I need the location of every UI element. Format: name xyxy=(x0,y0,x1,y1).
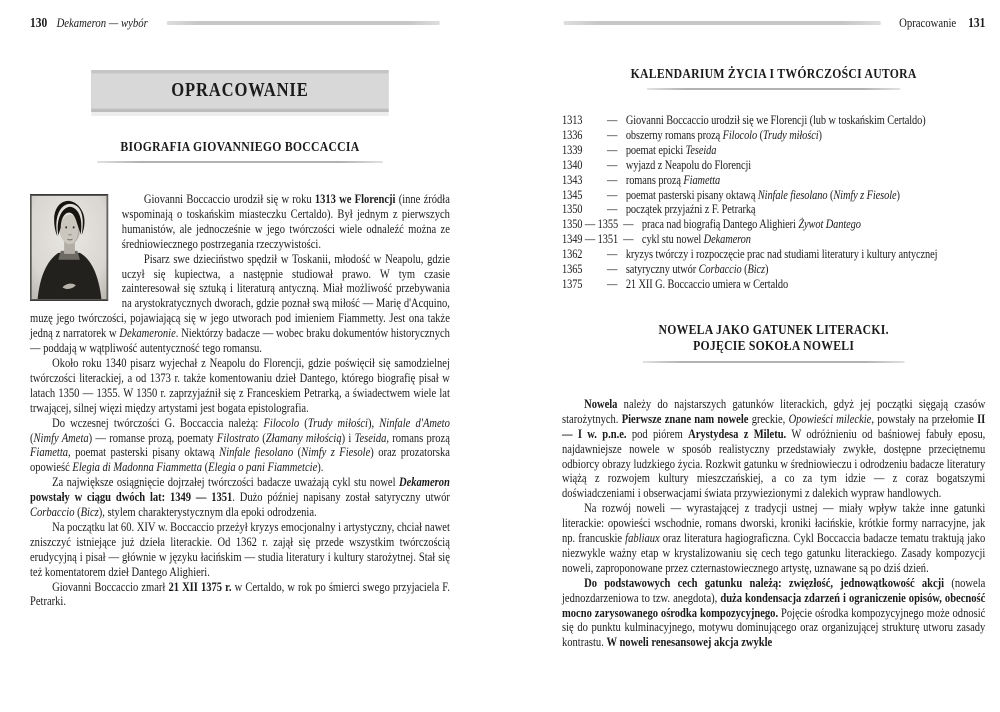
page-left-content xyxy=(30,14,450,609)
header-rule-right xyxy=(564,21,881,25)
timeline-year: 1350 xyxy=(562,202,583,217)
timeline-dash: — xyxy=(607,113,618,127)
timeline-dash: — xyxy=(607,142,618,157)
kalendarium-heading-rule xyxy=(647,88,901,90)
timeline-text: początek przyjaźni z F. Petrarką xyxy=(625,202,756,217)
timeline-entry-1340 xyxy=(562,158,985,173)
timeline-text: poemat pasterski pisany oktawą Ninfale fiesolano (Nimfy z Fiesole) xyxy=(625,187,900,202)
boccaccio-portrait xyxy=(30,194,108,301)
nowela-text xyxy=(562,397,985,650)
nowela-paragraph-3: Do podstawowych cech gatunku należą: zwięzłość, jednowątkowość akcji (nowela jednozdarzeniowa to tzw. anegdota), duża kondensacja zdarzeń i ograniczenie opisów, obecność mocno zarysowanego ośrodka kompozycyjnego. Pojęcie ośrodka kompozycyjnego może odnosić się do punktu kulminacyjnego, motywu dominującego oraz organizującej strukturę utworu zasady kontrastu. W noweli renesansowej akcja zwykle xyxy=(562,575,986,650)
nowela-paragraph-2: Na rozwój noweli — wyrastającej z tradycji ustnej — miały wpływ także inne gatunki literackie: opowieści wschodnie, romans dworski, kroniki łacińskie, krótkie formy narracyjne, jak np. francuskie fabliaux oraz literatura hagiograficzna. Cykl Boccaccia badacze tematu traktują jako niezwykle ważny etap w krystalizowaniu się cech tego gatunku literackiego. Zasady kompozycji noweli, zaproponowane przez czternastowiecznego artystę, uznawane są po dziś dzień. xyxy=(562,501,986,575)
page-number-right: 131 xyxy=(968,15,986,30)
portrait-engraving xyxy=(31,195,108,300)
biography-text xyxy=(30,192,450,609)
timeline-dash: — xyxy=(607,187,618,202)
timeline-dash: — xyxy=(623,232,634,247)
biography-paragraph-5: Za największe osiągnięcie dojrzałej twórczości badacze uważają cykl stu nowel Dekameron powstały w ciągu dwóch lat: 1349 — 1351. Dużo później napisany został satyryczny utwór Corbaccio (Bicz), stylem charakterystycznym dla epoki odrodzenia. xyxy=(30,475,450,520)
opracowanie-banner xyxy=(91,70,389,112)
kalendarium-heading: KALENDARIUM ŻYCIA I TWÓRCZOŚCI AUTORA xyxy=(630,66,917,81)
timeline-year: 1343 xyxy=(562,172,583,187)
page-right xyxy=(562,14,985,650)
timeline-dash: — xyxy=(607,247,618,262)
timeline-text: kryzys twórczy i rozpoczęcie prac nad studiami literatury i kultury antycznej xyxy=(625,247,938,262)
timeline-dash: — xyxy=(607,172,618,187)
timeline-dash: — xyxy=(607,262,618,277)
biography-paragraph-6: Na początku lat 60. XIV w. Boccaccio przeżył kryzys emocjonalny i artystyczny, chciał nawet zniszczyć istniejące już dzieła literackie. Od 1362 r. zajął się przede wszystkim twórczością erudycyjną i pisał — głównie w języku łacińskim — studia literatury i kultury starożytnej. Stał się też komentatorem dzieł Dantego Alighieri. xyxy=(30,519,450,579)
timeline-entry-1365 xyxy=(562,262,985,277)
biografia-heading: BIOGRAFIA GIOVANNIEGO BOCCACCIA xyxy=(120,139,360,154)
timeline-year: 1345 xyxy=(562,187,583,202)
biography-paragraph-2: Pisarz swe dzieciństwo spędził w Toskanii, młodość w Neapolu, gdzie uczył się kupiectwa, a następnie studiował prawo. W tym czasie zainteresował się sztuką i literaturą antyczną. Miał możliwość przebywania na arystokratycznych dworach, gdzie poznał swą miłość — Marię d'Acquino, muzę jego twórczości, pojawiającą się w jego utworach pod imieniem Fiammetty. Jest ona także jedną z narratorek w Dekameronie. Niektórzy badacze — wobec braku dokumentów historycznych — poddają w wątpliwość autentyczność tego romansu. xyxy=(30,251,450,356)
timeline-text: poemat epicki Teseida xyxy=(625,142,717,157)
timeline-entry-1336 xyxy=(562,128,985,143)
timeline-year: 1340 xyxy=(562,157,583,172)
biografia-heading-rule xyxy=(97,161,383,163)
timeline-year: 1336 xyxy=(562,127,583,142)
timeline-entry-1339 xyxy=(562,143,985,158)
timeline-dash: — xyxy=(607,276,618,291)
timeline-entry-1349-1351 xyxy=(562,232,985,247)
timeline-year: 1349 — 1351 xyxy=(562,232,619,247)
timeline-year: 1350 — 1355 xyxy=(562,217,619,232)
banner-title: OPRACOWANIE xyxy=(171,80,309,101)
timeline-entry-1313 xyxy=(562,113,985,128)
timeline-text: praca nad biografią Dantego Alighieri Żywot Dantego xyxy=(641,217,861,232)
nowela-heading-line-1: NOWELA JAKO GATUNEK LITERACKI. xyxy=(658,321,889,337)
timeline-text: wyjazd z Neapolu do Florencji xyxy=(625,157,752,172)
page-right-content xyxy=(562,14,985,650)
timeline-text: 21 XII G. Boccaccio umiera w Certaldo xyxy=(625,276,789,291)
nowela-heading-line-2: POJĘCIE SOKOŁA NOWELI xyxy=(693,338,855,354)
timeline-entry-1350 xyxy=(562,202,985,217)
nowela-heading-rule xyxy=(642,361,904,363)
biography-paragraph-4: Do wczesnej twórczości G. Boccaccia należą: Filocolo (Trudy miłości), Ninfale d'Ameto (Nimfy Ameta) — romanse prozą, poematy Filostrato (Złamany miłością) i Teseida, romans prozą Fiametta, poemat pasterski pisany oktawą Ninfale fiesolano (Nimfy z Fiesole) oraz prozatorska opowieść Elegia di Madonna Fiammetta (Elegia o pani Fiammetcie). xyxy=(30,415,450,475)
timeline-text: obszerny romans prozą Filocolo (Trudy miłości) xyxy=(625,127,822,142)
timeline-entry-1343 xyxy=(562,173,985,188)
nowela-paragraph-1: Nowela należy do najstarszych gatunków literackich, gdyż jej początki sięgają czasów starożytnych. Pierwsze znane nam nowele greckie, Opowieści mileckie, powstały na przełomie II — I w. p.n.e. pod piórem Arystydesa z Miletu. W odróżnieniu od baśniowej fabuły eposu, najdawniejsze nowele w sposób realistyczny przedstawiały zwykłe, dostępne przeciętnemu odbiorcy obrazy ludzkiego życia. Rozkwit gatunku w średniowieczu i odrodzeniu badacze literatury wiążą z rozwojem kultury mieszczańskiej, a co za tym idzie — z coraz bogatszymi doświadczeniami i obserwacjami świata przywiezionymi z dalekich wypraw handlowych. xyxy=(562,396,986,501)
biography-paragraph-1: Giovanni Boccaccio urodził się w roku 1313 we Florencji (inne źródła wspominają o toskańskim miasteczku Certaldo). Był jednym z pierwszych humanistów, ale jednocześnie w jego twórczości wiele odnaleźć można ze średniowiecznego postrzegania rzeczywistości. xyxy=(121,192,450,251)
biography-paragraph-3: Około roku 1340 pisarz wyjechał z Neapolu do Florencji, gdzie poświęcił się samodzielnej twórczości literackiej, a od 1373 r. także komentowaniu dzieł Dantego, którego biografię pisał w latach 1350 — 1355. W 1350 r. zaprzyjaźnił się z Franceskiem Petrarką, a świadectwem wiele lat trwającej, silnej więzi między artystami jest bogata epistolografia. xyxy=(30,355,450,415)
timeline-year: 1375 xyxy=(562,276,583,291)
page-number-left: 130 xyxy=(30,15,48,30)
timeline-year: 1313 xyxy=(562,113,583,127)
header-rule-left xyxy=(166,21,439,25)
timeline-text: romans prozą Fiametta xyxy=(625,172,721,187)
timeline-dash: — xyxy=(607,127,618,142)
page-left xyxy=(30,14,450,609)
timeline-entry-1345 xyxy=(562,188,985,203)
running-title-left: Dekameron — wybór xyxy=(56,15,148,30)
timeline-year: 1339 xyxy=(562,142,583,157)
page-header-left xyxy=(30,14,450,32)
page-header-right xyxy=(562,14,985,32)
timeline-dash: — xyxy=(623,217,634,232)
timeline xyxy=(562,113,985,292)
biography-paragraph-7: Giovanni Boccaccio zmarł 21 XII 1375 r. w Certaldo, w rok po śmierci swego przyjaciela F. Petrarki. xyxy=(30,579,450,609)
timeline-entry-1362 xyxy=(562,247,985,262)
timeline-year: 1362 xyxy=(562,247,583,262)
timeline-text: satyryczny utwór Corbaccio (Bicz) xyxy=(625,262,769,277)
timeline-dash: — xyxy=(607,202,618,217)
running-title-right: Opracowanie xyxy=(899,15,957,30)
nowela-heading xyxy=(562,322,985,355)
timeline-entry-1375 xyxy=(562,277,985,292)
timeline-text: cykl stu nowel Dekameron xyxy=(641,232,751,247)
timeline-year: 1365 xyxy=(562,262,583,277)
timeline-entry-1350-1355 xyxy=(562,217,985,232)
timeline-dash: — xyxy=(607,157,618,172)
timeline-text: Giovanni Boccaccio urodził się we Florencji (lub w toskańskim Certaldo) xyxy=(625,113,926,127)
